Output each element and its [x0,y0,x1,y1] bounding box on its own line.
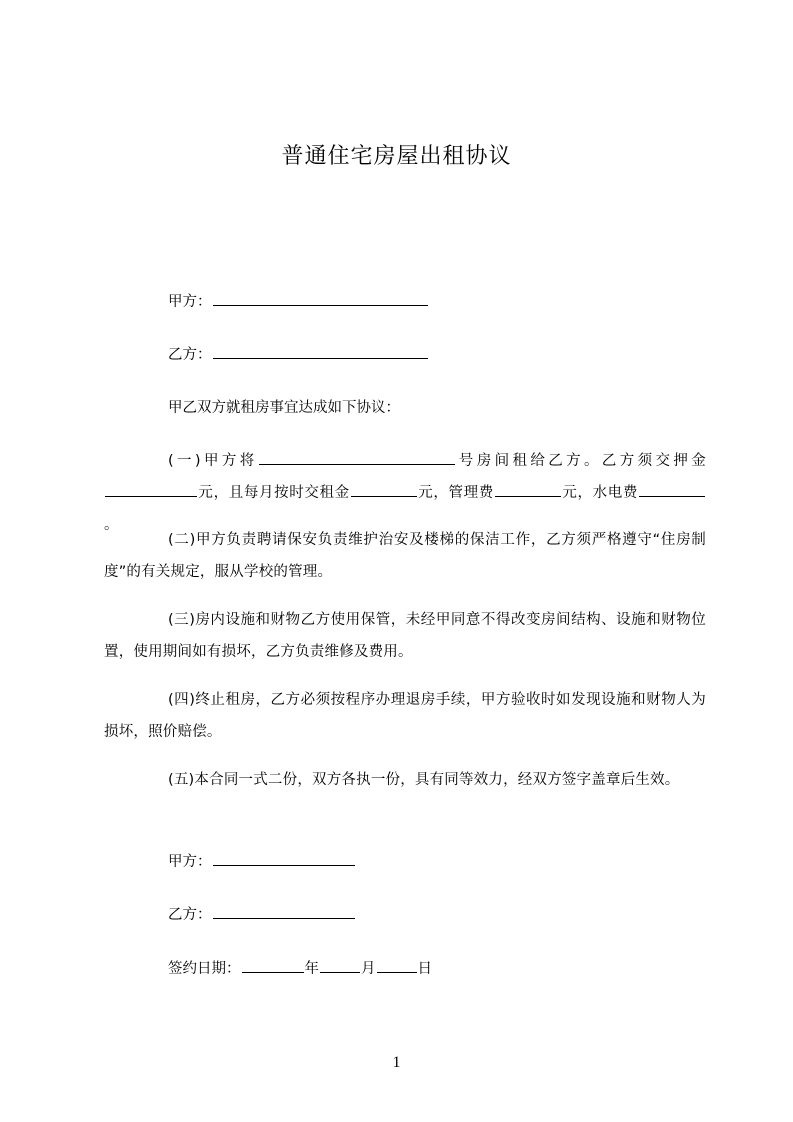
date-label: 签约日期： [168,961,241,977]
management-fee-blank[interactable] [495,482,561,497]
page-number: 1 [392,1054,401,1071]
sign-party-b-line [168,904,356,925]
clause-4: (四)终止租房，乙方必须按程序办理退房手续，甲方验收时如发现设施和财物人为损坏，照价赔偿。 [104,692,706,740]
month-label: 月 [361,961,376,977]
intro-text: 甲乙双方就租房事宜达成如下协议： [168,400,400,416]
day-blank[interactable] [377,958,417,973]
deposit-blank[interactable] [105,482,197,497]
clause-1-text-1: (一)甲方将 [168,453,258,469]
clause-1-text-6: 。 [104,517,119,533]
sign-date-line [168,958,432,979]
document-title: 普通住宅房屋出租协议 [281,144,512,169]
party-b-line [168,344,429,365]
utilities-fee-blank[interactable] [639,482,705,497]
sign-party-a-line [168,851,356,872]
room-number-blank[interactable] [259,450,455,465]
sign-party-b-blank[interactable] [213,904,355,919]
sign-party-a-label: 甲方： [168,854,212,870]
party-a-line [168,291,429,312]
party-b-label: 乙方： [168,347,212,363]
clause-3: (三)房内设施和财物乙方使用保管，未经甲同意不得改变房间结构、设施和财物位置，使用期间如有损坏，乙方负责维修及费用。 [104,612,706,660]
party-a-label: 甲方： [168,294,212,310]
clause-1-text-3: 元，且每月按时交租金 [198,485,350,501]
clause-5: (五)本合同一式二份，双方各执一份，具有同等效力，经双方签字盖章后生效。 [168,772,680,788]
rent-blank[interactable] [351,482,417,497]
clause-2: (二)甲方负责聘请保安负责维护治安及楼梯的保洁工作，乙方须严格遵守“住房制度”的有关规定，服从学校的管理。 [104,532,706,580]
year-blank[interactable] [242,958,304,973]
sign-party-a-blank[interactable] [213,851,355,866]
party-a-blank[interactable] [213,291,428,306]
clause-1-text-5: 元，水电费 [561,485,639,501]
sign-party-b-label: 乙方： [168,907,212,923]
clause-1-text-2: 号房间租给乙方。乙方须交押金 [455,453,706,469]
day-label: 日 [417,961,432,977]
party-b-blank[interactable] [213,344,428,359]
month-blank[interactable] [320,958,360,973]
clause-1-text-4: 元，管理费 [417,485,494,501]
year-label: 年 [304,961,319,977]
